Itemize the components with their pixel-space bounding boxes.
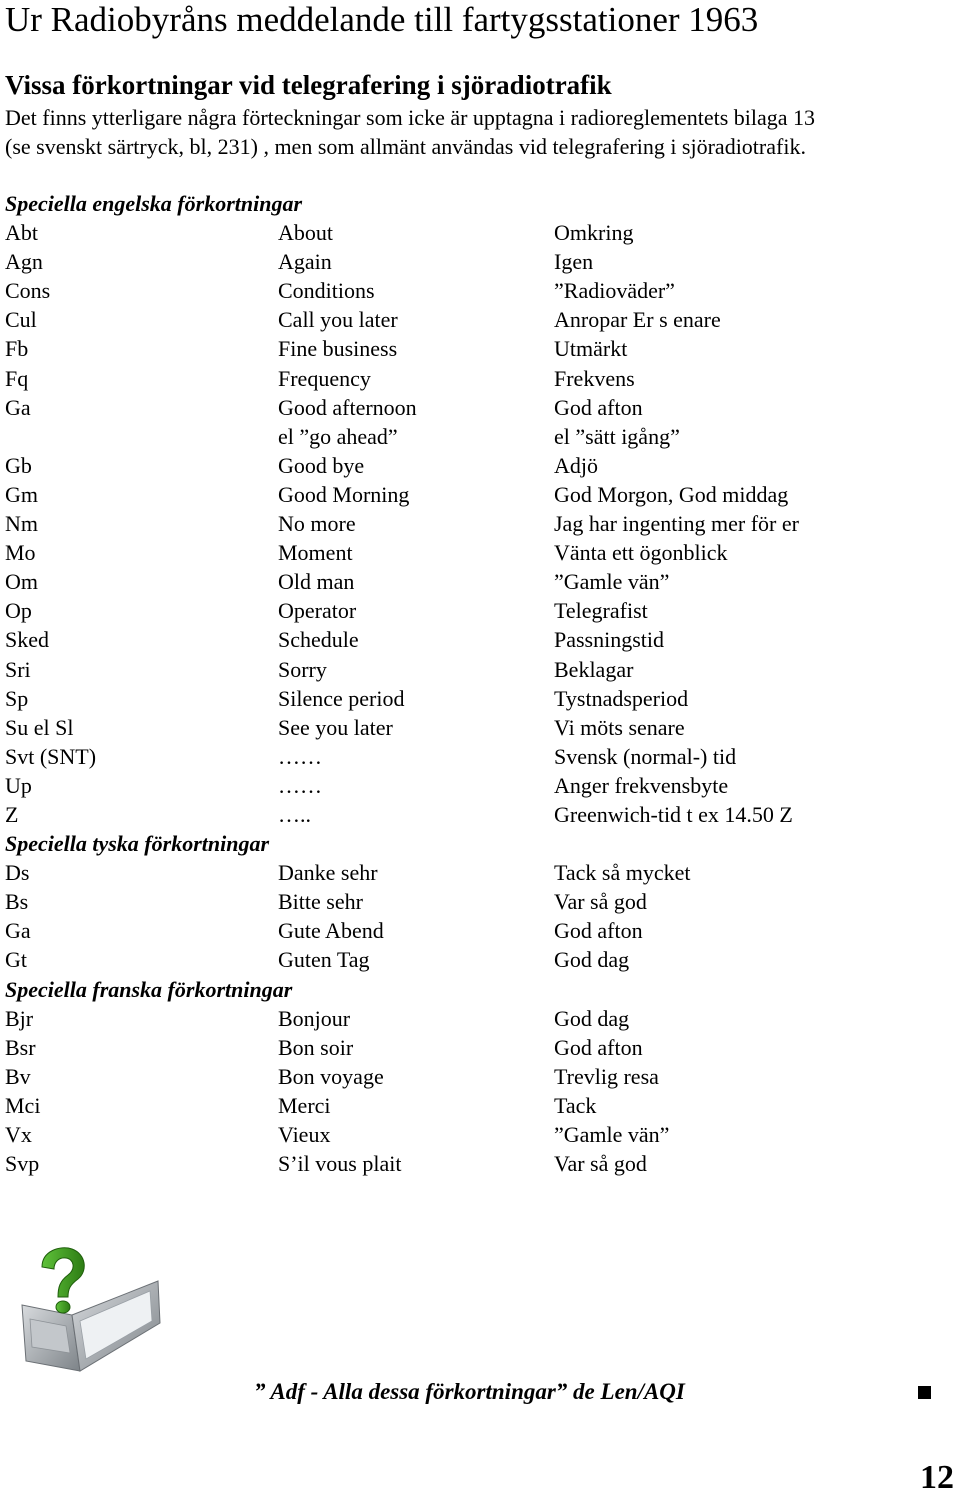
table-row [5, 1004, 955, 1033]
section-heading-text: Speciella engelska förkortningar [5, 191, 303, 216]
swedish-translation-cell: Greenwich-tid t ex 14.50 Z [554, 801, 793, 827]
abbreviation-cell: Nm [5, 511, 38, 537]
meaning-cell: Good afternoon [278, 394, 417, 420]
section-subtitle: Vissa förkortningar vid telegrafering i sjöradiotrafik [5, 70, 612, 100]
table-row [5, 276, 955, 305]
section-heading [5, 975, 955, 1004]
swedish-translation-cell: ”Radioväder” [554, 278, 675, 304]
table-row [5, 916, 955, 945]
table-row [5, 1120, 955, 1149]
abbreviation-cell: Mci [5, 1092, 41, 1118]
intro-line: Det finns ytterligare några förteckningar som icke är upptagna i radioreglementets bilaga 13 [5, 105, 816, 130]
meaning-cell: Frequency [278, 365, 371, 391]
table-row [5, 451, 955, 480]
meaning-cell: Good bye [278, 452, 365, 478]
meaning-cell: Sorry [278, 656, 327, 682]
meaning-cell: Merci [278, 1092, 331, 1118]
table-row [5, 771, 955, 800]
abbreviation-cell: Up [5, 772, 32, 798]
table-row [5, 858, 955, 887]
table-row [5, 480, 955, 509]
meaning-cell: Again [278, 249, 332, 275]
meaning-cell: Vieux [278, 1122, 331, 1147]
abbreviation-cell: Ds [5, 860, 30, 886]
table-row [5, 422, 955, 451]
meaning-cell: Gute Abend [278, 918, 384, 944]
meaning-cell: Old man [278, 569, 355, 595]
table-row [5, 567, 955, 596]
intro-paragraph [5, 103, 955, 161]
swedish-translation-cell: el ”sätt igång” [554, 423, 680, 449]
meaning-cell: S’il vous plait [278, 1151, 402, 1177]
abbreviation-cell: Bjr [5, 1005, 34, 1031]
swedish-translation-cell: Tack så mycket [554, 860, 691, 886]
swedish-translation-cell: Frekvens [554, 365, 635, 391]
swedish-translation-cell: God dag [554, 1005, 630, 1031]
table-row [5, 1033, 955, 1062]
abbreviation-cell: Cul [5, 307, 37, 333]
meaning-cell: Bon voyage [278, 1063, 384, 1089]
abbreviation-cell: Gm [5, 481, 38, 507]
meaning-cell: Bitte sehr [278, 889, 363, 915]
meaning-cell: About [278, 220, 333, 246]
swedish-translation-cell: Utmärkt [554, 336, 628, 362]
table-row [5, 625, 955, 654]
section-heading [5, 189, 955, 218]
table-row [5, 684, 955, 713]
abbreviation-cell: Bv [5, 1063, 31, 1089]
swedish-translation-cell: God Morgon, God middag [554, 481, 789, 507]
abbreviation-cell: Z [5, 801, 19, 827]
intro-line: (se svenskt särtryck, bl, 231) , men som allmänt användas vid telegrafering i sjöradiotrafik. [5, 134, 806, 159]
section-heading-text: Speciella franska förkortningar [5, 976, 293, 1002]
table-row [5, 945, 955, 974]
table-row [5, 1149, 955, 1178]
section-heading-text: Speciella tyska förkortningar [5, 831, 270, 857]
meaning-cell: Moment [278, 540, 353, 566]
page-title: Ur Radiobyråns meddelande till fartygsstationer 1963 [5, 0, 759, 39]
meaning-cell: Conditions [278, 278, 375, 304]
table-row [5, 1091, 955, 1120]
abbreviation-cell: Sked [5, 627, 49, 653]
abbreviation-cell: Agn [5, 249, 43, 275]
meaning-cell: ….. [278, 801, 311, 827]
meaning-cell: el ”go ahead” [278, 423, 398, 449]
table-row [5, 247, 955, 276]
table-row [5, 1062, 955, 1091]
table-row [5, 596, 955, 625]
meaning-cell: Schedule [278, 627, 359, 653]
meaning-cell: Bon soir [278, 1034, 354, 1060]
meaning-cell: See you later [278, 714, 393, 740]
swedish-translation-cell: Anropar Er s enare [554, 307, 721, 333]
abbreviation-cell: Ga [5, 394, 31, 420]
abbreviation-cell: Mo [5, 540, 36, 566]
abbreviation-cell: Fq [5, 365, 29, 391]
abbreviation-cell: Vx [5, 1122, 32, 1147]
laptop-question-mark-icon [20, 1243, 165, 1373]
table-row [5, 218, 955, 247]
abbreviation-cell: Gb [5, 452, 32, 478]
abbreviation-cell: Cons [5, 278, 51, 304]
section-heading [5, 829, 955, 858]
swedish-translation-cell: Svensk (normal-) tid [554, 743, 737, 769]
swedish-translation-cell: Omkring [554, 220, 634, 246]
table-row [5, 509, 955, 538]
abbreviation-cell: Gt [5, 947, 27, 973]
page-number: 12 [920, 1459, 954, 1496]
table-row [5, 364, 955, 393]
swedish-translation-cell: Igen [554, 249, 594, 275]
table-row [5, 334, 955, 363]
swedish-translation-cell: God afton [554, 394, 643, 420]
meaning-cell: …… [278, 772, 322, 798]
swedish-translation-cell: God afton [554, 918, 643, 944]
swedish-translation-cell: Var så god [554, 889, 647, 915]
abbreviation-cell: Bs [5, 889, 29, 915]
swedish-translation-cell: Tystnadsperiod [554, 685, 689, 711]
meaning-cell: Operator [278, 598, 357, 624]
swedish-translation-cell: Trevlig resa [554, 1063, 659, 1089]
swedish-translation-cell: Telegrafist [554, 598, 648, 624]
abbreviation-cell: Su el Sl [5, 714, 74, 740]
table-row [5, 393, 955, 422]
swedish-translation-cell: ”Gamle vän” [554, 1122, 670, 1147]
swedish-translation-cell: God dag [554, 947, 630, 973]
abbreviation-cell: Svt (SNT) [5, 743, 97, 769]
table-row [5, 742, 955, 771]
abbreviation-cell: Sp [5, 685, 29, 711]
swedish-translation-cell: Jag har ingenting mer för er [554, 511, 799, 537]
swedish-translation-cell: Vi möts senare [554, 714, 685, 740]
abbreviation-cell: Op [5, 598, 32, 624]
table-row [5, 305, 955, 334]
table-row [5, 713, 955, 742]
swedish-translation-cell: Vänta ett ögonblick [554, 540, 728, 566]
table-row [5, 655, 955, 684]
meaning-cell: Call you later [278, 307, 398, 333]
swedish-translation-cell: Beklagar [554, 656, 634, 682]
meaning-cell: Fine business [278, 336, 398, 362]
meaning-cell: Bonjour [278, 1005, 351, 1031]
swedish-translation-cell: Var så god [554, 1151, 647, 1177]
meaning-cell: Silence period [278, 685, 405, 711]
swedish-translation-cell: Tack [554, 1092, 597, 1118]
abbreviation-cell: Abt [5, 220, 38, 246]
table-row [5, 538, 955, 567]
abbreviation-cell: Bsr [5, 1034, 36, 1060]
swedish-translation-cell: Passningstid [554, 627, 665, 653]
square-bullet-icon [918, 1386, 931, 1399]
table-row [5, 887, 955, 916]
swedish-translation-cell: Adjö [554, 452, 598, 478]
table-row [5, 800, 955, 829]
meaning-cell: Danke sehr [278, 860, 378, 886]
abbreviation-cell: Svp [5, 1151, 40, 1177]
meaning-cell: …… [278, 743, 322, 769]
meaning-cell: Good Morning [278, 481, 410, 507]
abbreviation-cell: Om [5, 569, 38, 595]
abbreviation-table [5, 189, 955, 1178]
swedish-translation-cell: God afton [554, 1034, 643, 1060]
footer-note: ” Adf - Alla dessa förkortningar” de Len/AQI [254, 1379, 685, 1404]
meaning-cell: No more [278, 511, 356, 537]
swedish-translation-cell: ”Gamle vän” [554, 569, 670, 595]
abbreviation-cell: Fb [5, 336, 29, 362]
abbreviation-cell: Ga [5, 918, 31, 944]
abbreviation-cell: Sri [5, 656, 31, 682]
swedish-translation-cell: Anger frekvensbyte [554, 772, 729, 798]
meaning-cell: Guten Tag [278, 947, 370, 973]
